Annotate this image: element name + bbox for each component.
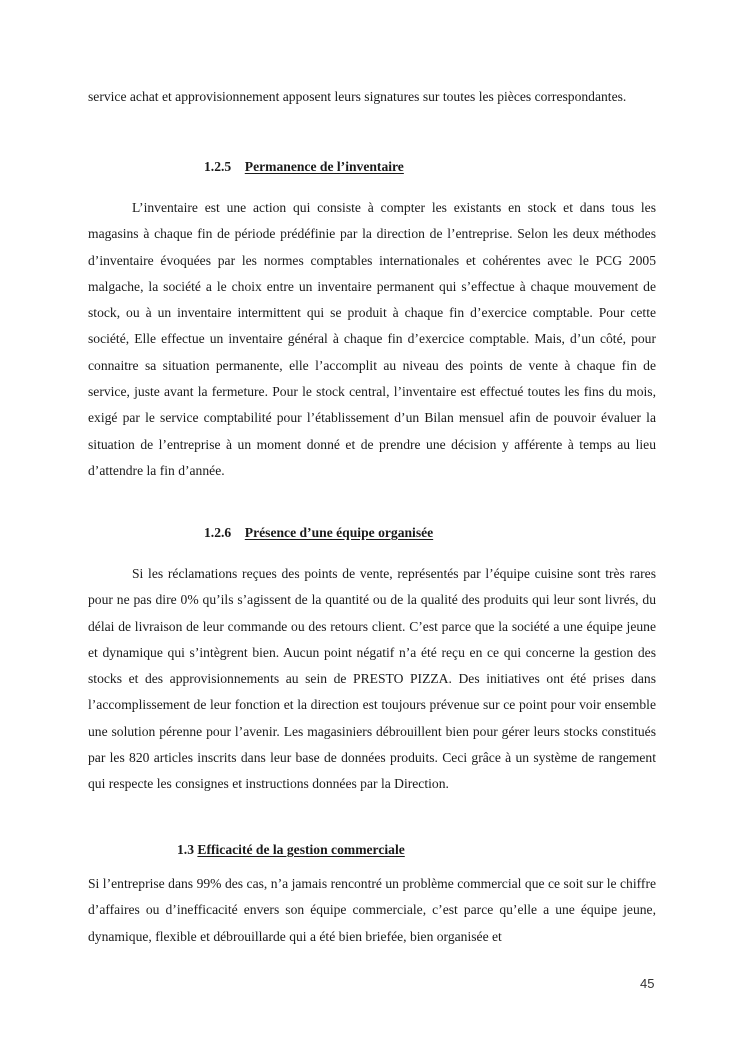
- section-number: 1.2.5: [204, 159, 232, 174]
- section-heading-1-2-6: [204, 524, 433, 542]
- page-number: 45: [640, 976, 655, 991]
- section-heading-1-2-5: [204, 158, 404, 176]
- paragraph-1-2-5: L’inventaire est une action qui consiste à compter les existants en stock et dans tous les magasins à chaque fin de période prédéfinie par la direction de l’entreprise. Selon les deux méthodes d’inventaire évoquées par les normes comptables internationales et cohérentes avec le PCG 2005 malgache, la société a le choix entre un inventaire permanent qui s’effectue à chaque mouvement de stock, ou à un inventaire intermittent qui se produit à chaque fin d’exercice comptable. Pour cette société, Elle effectue un inventaire général à chaque fin d’exercice comptable. Mais, d’un côté, pour connaitre sa situation permanente, elle l’accomplit au niveau des points de vente à chaque fin de service, juste avant la fermeture. Pour le stock central, l’inventaire est effectué toutes les fins du mois, exigé par le service comptabilité pour l’établissement d’un Bilan mensuel afin de pouvoir évaluer la situation de l’entreprise à un moment donné et de prendre une décision y afférente à temps au lieu d’attendre la fin d’année.: [88, 200, 656, 478]
- section-heading-1-3: [177, 841, 405, 859]
- paragraph-1-3: Si l’entreprise dans 99% des cas, n’a jamais rencontré un problème commercial que ce soit sur le chiffre d’affaires ou d’inefficacité envers son équipe commerciale, c’est parce qu’elle a une équipe jeune, dynamique, flexible et débrouillarde qui a été bien briefée, bien organisée et: [88, 876, 656, 944]
- paragraph-1-2-6: Si les réclamations reçues des points de vente, représentés par l’équipe cuisine sont très rares pour ne pas dire 0% qu’ils s’agissent de la quantité ou de la qualité des produits qui leur sont livrés, du délai de livraison de leur commande ou des retours client. C’est parce que la société a une équipe jeune et dynamique qui s’intègrent bien. Aucun point négatif n’a été reçu en ce qui concerne la gestion des stocks et des approvisionnements au sein de PRESTO PIZZA. Des initiatives ont été prises dans l’accomplissement de leur fonction et la direction est toujours prévenue sur ce point pour voir ensemble une solution pérenne pour l’avenir. Les magasiniers débrouillent bien pour gérer leurs stocks constitués par les 820 articles inscrits dans leur base de données produits. Ceci grâce à un système de rangement qui respecte les consignes et instructions données par la Direction.: [88, 566, 656, 792]
- section-title: Efficacité de la gestion commerciale: [197, 842, 405, 857]
- section-title: Permanence de l’inventaire: [244, 159, 404, 174]
- section-number: 1.3: [177, 842, 194, 857]
- section-title: Présence d’une équipe organisée: [244, 525, 434, 540]
- paragraph-continuation: service achat et approvisionnement apposent leurs signatures sur toutes les pièces correspondantes.: [88, 89, 627, 104]
- section-number: 1.2.6: [204, 525, 232, 540]
